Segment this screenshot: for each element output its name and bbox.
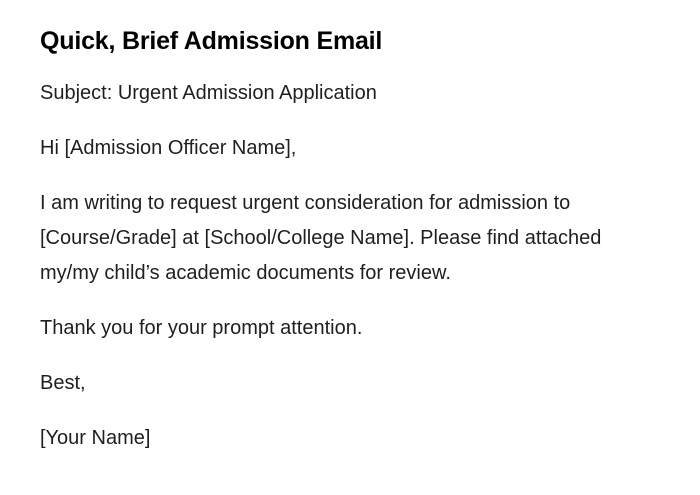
page-title: Quick, Brief Admission Email — [40, 27, 383, 55]
email-signature: [Your Name] — [40, 427, 151, 449]
email-signoff: Best, — [40, 372, 86, 394]
email-subject-line: Subject: Urgent Admission Application — [40, 82, 377, 104]
email-body-paragraph: I am writing to request urgent consideration for admission to [Course/Grade] at [School/College Name]. Please find attached my/my child’s academic documents for review. — [40, 192, 602, 284]
email-thanks-line: Thank you for your prompt attention. — [40, 317, 363, 339]
email-greeting: Hi [Admission Officer Name], — [40, 137, 297, 159]
